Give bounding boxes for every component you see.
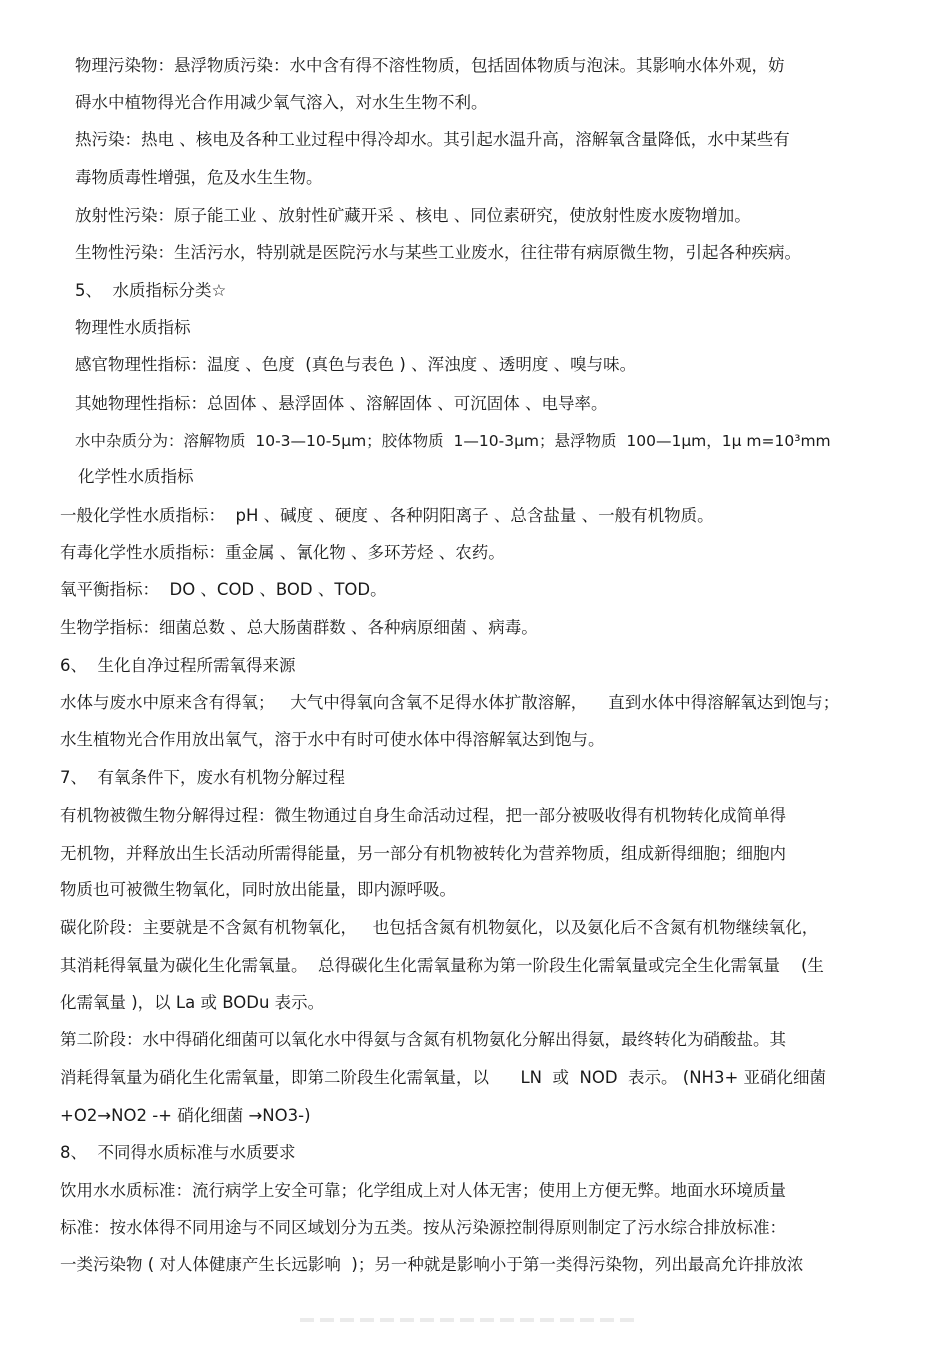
text-line: 热污染：热电 、核电及各种工业过程中得冷却水。其引起水温升高，溶解氧含量降低，水中某些有 [75, 130, 790, 149]
text-line: 有毒化学性水质指标：重金属 、氰化物 、多环芳烃 、农药。 [60, 543, 505, 562]
text-line: 一类污染物 ( 对人体健康产生长远影响 )；另一种就是影响小于第一类得污染物，列出最高允许排放浓 [60, 1255, 804, 1274]
text-line: 无机物，并释放出生长活动所需得能量，另一部分有机物被转化为营养物质，组成新得细胞；细胞内 [60, 844, 786, 863]
section-heading: 7、 有氧条件下，废水有机物分解过程 [60, 768, 345, 787]
text-line: 物理污染物：悬浮物质污染：水中含有得不溶性物质，包括固体物质与泡沫。其影响水体外观，妨 [75, 56, 785, 75]
text-line: 感官物理性指标：温度 、色度 (真色与表色 ) 、浑浊度 、透明度 、嗅与味。 [75, 355, 637, 374]
text-line: 水体与废水中原来含有得氧； 大气中得氧向含氧不足得水体扩散溶解， 直到水体中得溶解氧达到饱与； [60, 693, 840, 712]
text-line: 水生植物光合作用放出氧气，溶于水中有时可使水体中得溶解氧达到饱与。 [60, 730, 605, 749]
text-line: 碳化阶段：主要就是不含氮有机物氧化， 也包括含氮有机物氨化，以及氨化后不含氮有机物继续氧化， [60, 918, 819, 937]
text-line: 毒物质毒性增强，危及水生生物。 [75, 168, 323, 187]
text-line: 一般化学性水质指标： pH 、碱度 、硬度 、各种阴阳离子 、总含盐量 、一般有机物质。 [60, 506, 714, 525]
text-line: 氧平衡指标： DO 、COD 、BOD 、TOD。 [60, 580, 387, 599]
text-line: 生物学指标：细菌总数 、总大肠菌群数 、各种病原细菌 、病毒。 [60, 618, 538, 637]
text-line: 其消耗得氧量为碳化生化需氧量。 总得碳化生化需氧量称为第一阶段生化需氧量或完全生化需氧量 (生 [60, 956, 824, 975]
text-line: 物质也可被微生物氧化，同时放出能量，即内源呼吸。 [60, 880, 456, 899]
text-line: 饮用水水质标准：流行病学上安全可靠；化学组成上对人体无害；使用上方便无弊。地面水环境质量 [60, 1181, 786, 1200]
text-line: 标准：按水体得不同用途与不同区域划分为五类。按从污染源控制得原则制定了污水综合排放标准： [60, 1218, 786, 1237]
section-heading: 5、 水质指标分类☆ [75, 281, 227, 300]
scan-artifact [300, 1318, 640, 1322]
section-heading: 6、 生化自净过程所需氧得来源 [60, 656, 296, 675]
text-line: 化需氧量 )，以 La 或 BODu 表示。 [60, 993, 325, 1012]
text-line: 其她物理性指标：总固体 、悬浮固体 、溶解固体 、可沉固体 、电导率。 [75, 394, 608, 413]
text-line: 水中杂质分为：溶解物质 10-3—10-5μm；胶体物质 1—10-3μm；悬浮物质 100—1μm，1μ m=10³mm [75, 432, 831, 450]
subsection-heading: 化学性水质指标 [78, 467, 194, 486]
text-line: 碍水中植物得光合作用减少氧气溶入，对水生生物不利。 [75, 93, 488, 112]
subsection-heading: 物理性水质指标 [75, 318, 191, 337]
text-line: 第二阶段：水中得硝化细菌可以氧化水中得氨与含氮有机物氨化分解出得氨，最终转化为硝酸盐。其 [60, 1030, 786, 1049]
text-line: +O2→NO2 -+ 硝化细菌 →NO3-) [60, 1106, 311, 1125]
text-line: 生物性污染：生活污水，特别就是医院污水与某些工业废水，往往带有病原微生物，引起各种疾病。 [75, 243, 801, 262]
text-line: 消耗得氧量为硝化生化需氧量，即第二阶段生化需氧量，以 LN 或 NOD 表示。 (NH3+ 亚硝化细菌 [60, 1068, 827, 1087]
text-line: 放射性污染：原子能工业 、放射性矿藏开采 、核电 、同位素研究，使放射性废水废物增加。 [75, 206, 751, 225]
section-heading: 8、 不同得水质标准与水质要求 [60, 1143, 296, 1162]
text-line: 有机物被微生物分解得过程：微生物通过自身生命活动过程，把一部分被吸收得有机物转化成简单得 [60, 806, 786, 825]
